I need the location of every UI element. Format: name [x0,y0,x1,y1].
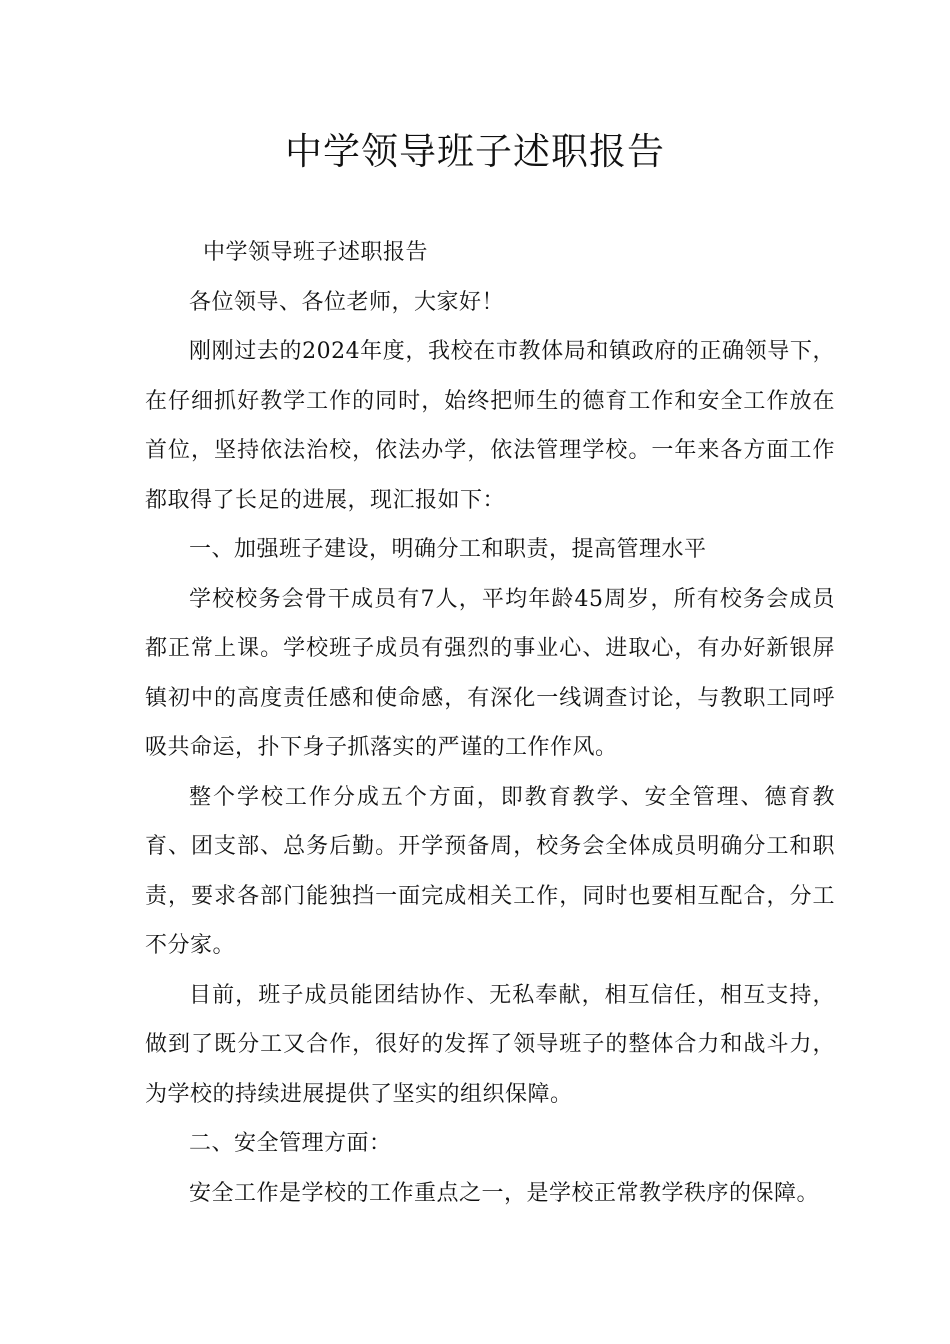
section-heading-1: 一、加强班子建设，明确分工和职责，提高管理水平 [189,537,707,562]
document-body [145,228,835,1218]
body-paragraph: 安全工作是学校的工作重点之一，是学校正常教学秩序的保障。 [189,1180,820,1206]
greeting-paragraph: 各位领导、各位老师，大家好！ [189,289,505,315]
body-paragraph: 学校校务会骨干成员有7人，平均年龄45周岁，所有校务会成员都正常上课。学校班子成员有强烈的事业心、进取心，有办好新银屏镇初中的高度责任感和使命感，有深化一线调查讨论，与教职工同呼吸共命运，扑下身子抓落实的严谨的工作作风。 [145,586,835,760]
subtitle-paragraph: 中学领导班子述职报告 [203,240,429,265]
section-heading-2: 二、安全管理方面： [189,1131,392,1156]
document-title: 中学领导班子述职报告 [285,130,665,173]
intro-paragraph: 刚刚过去的2024年度，我校在市教体局和镇政府的正确领导下，在仔细抓好教学工作的同时，始终把师生的德育工作和安全工作放在首位，坚持依法治校，依法办学，依法管理学校。一年来各方面工作都取得了长足的进展，现汇报如下： [145,339,835,513]
body-paragraph: 整个学校工作分成五个方面，即教育教学、安全管理、德育教育、团支部、总务后勤。开学预备周，校务会全体成员明确分工和职责，要求各部门能独挡一面完成相关工作，同时也要相互配合，分工不分家。 [145,784,835,958]
body-paragraph: 目前，班子成员能团结协作、无私奉献，相互信任，相互支持，做到了既分工又合作，很好的发挥了领导班子的整体合力和战斗力，为学校的持续进展提供了坚实的组织保障。 [145,982,835,1107]
